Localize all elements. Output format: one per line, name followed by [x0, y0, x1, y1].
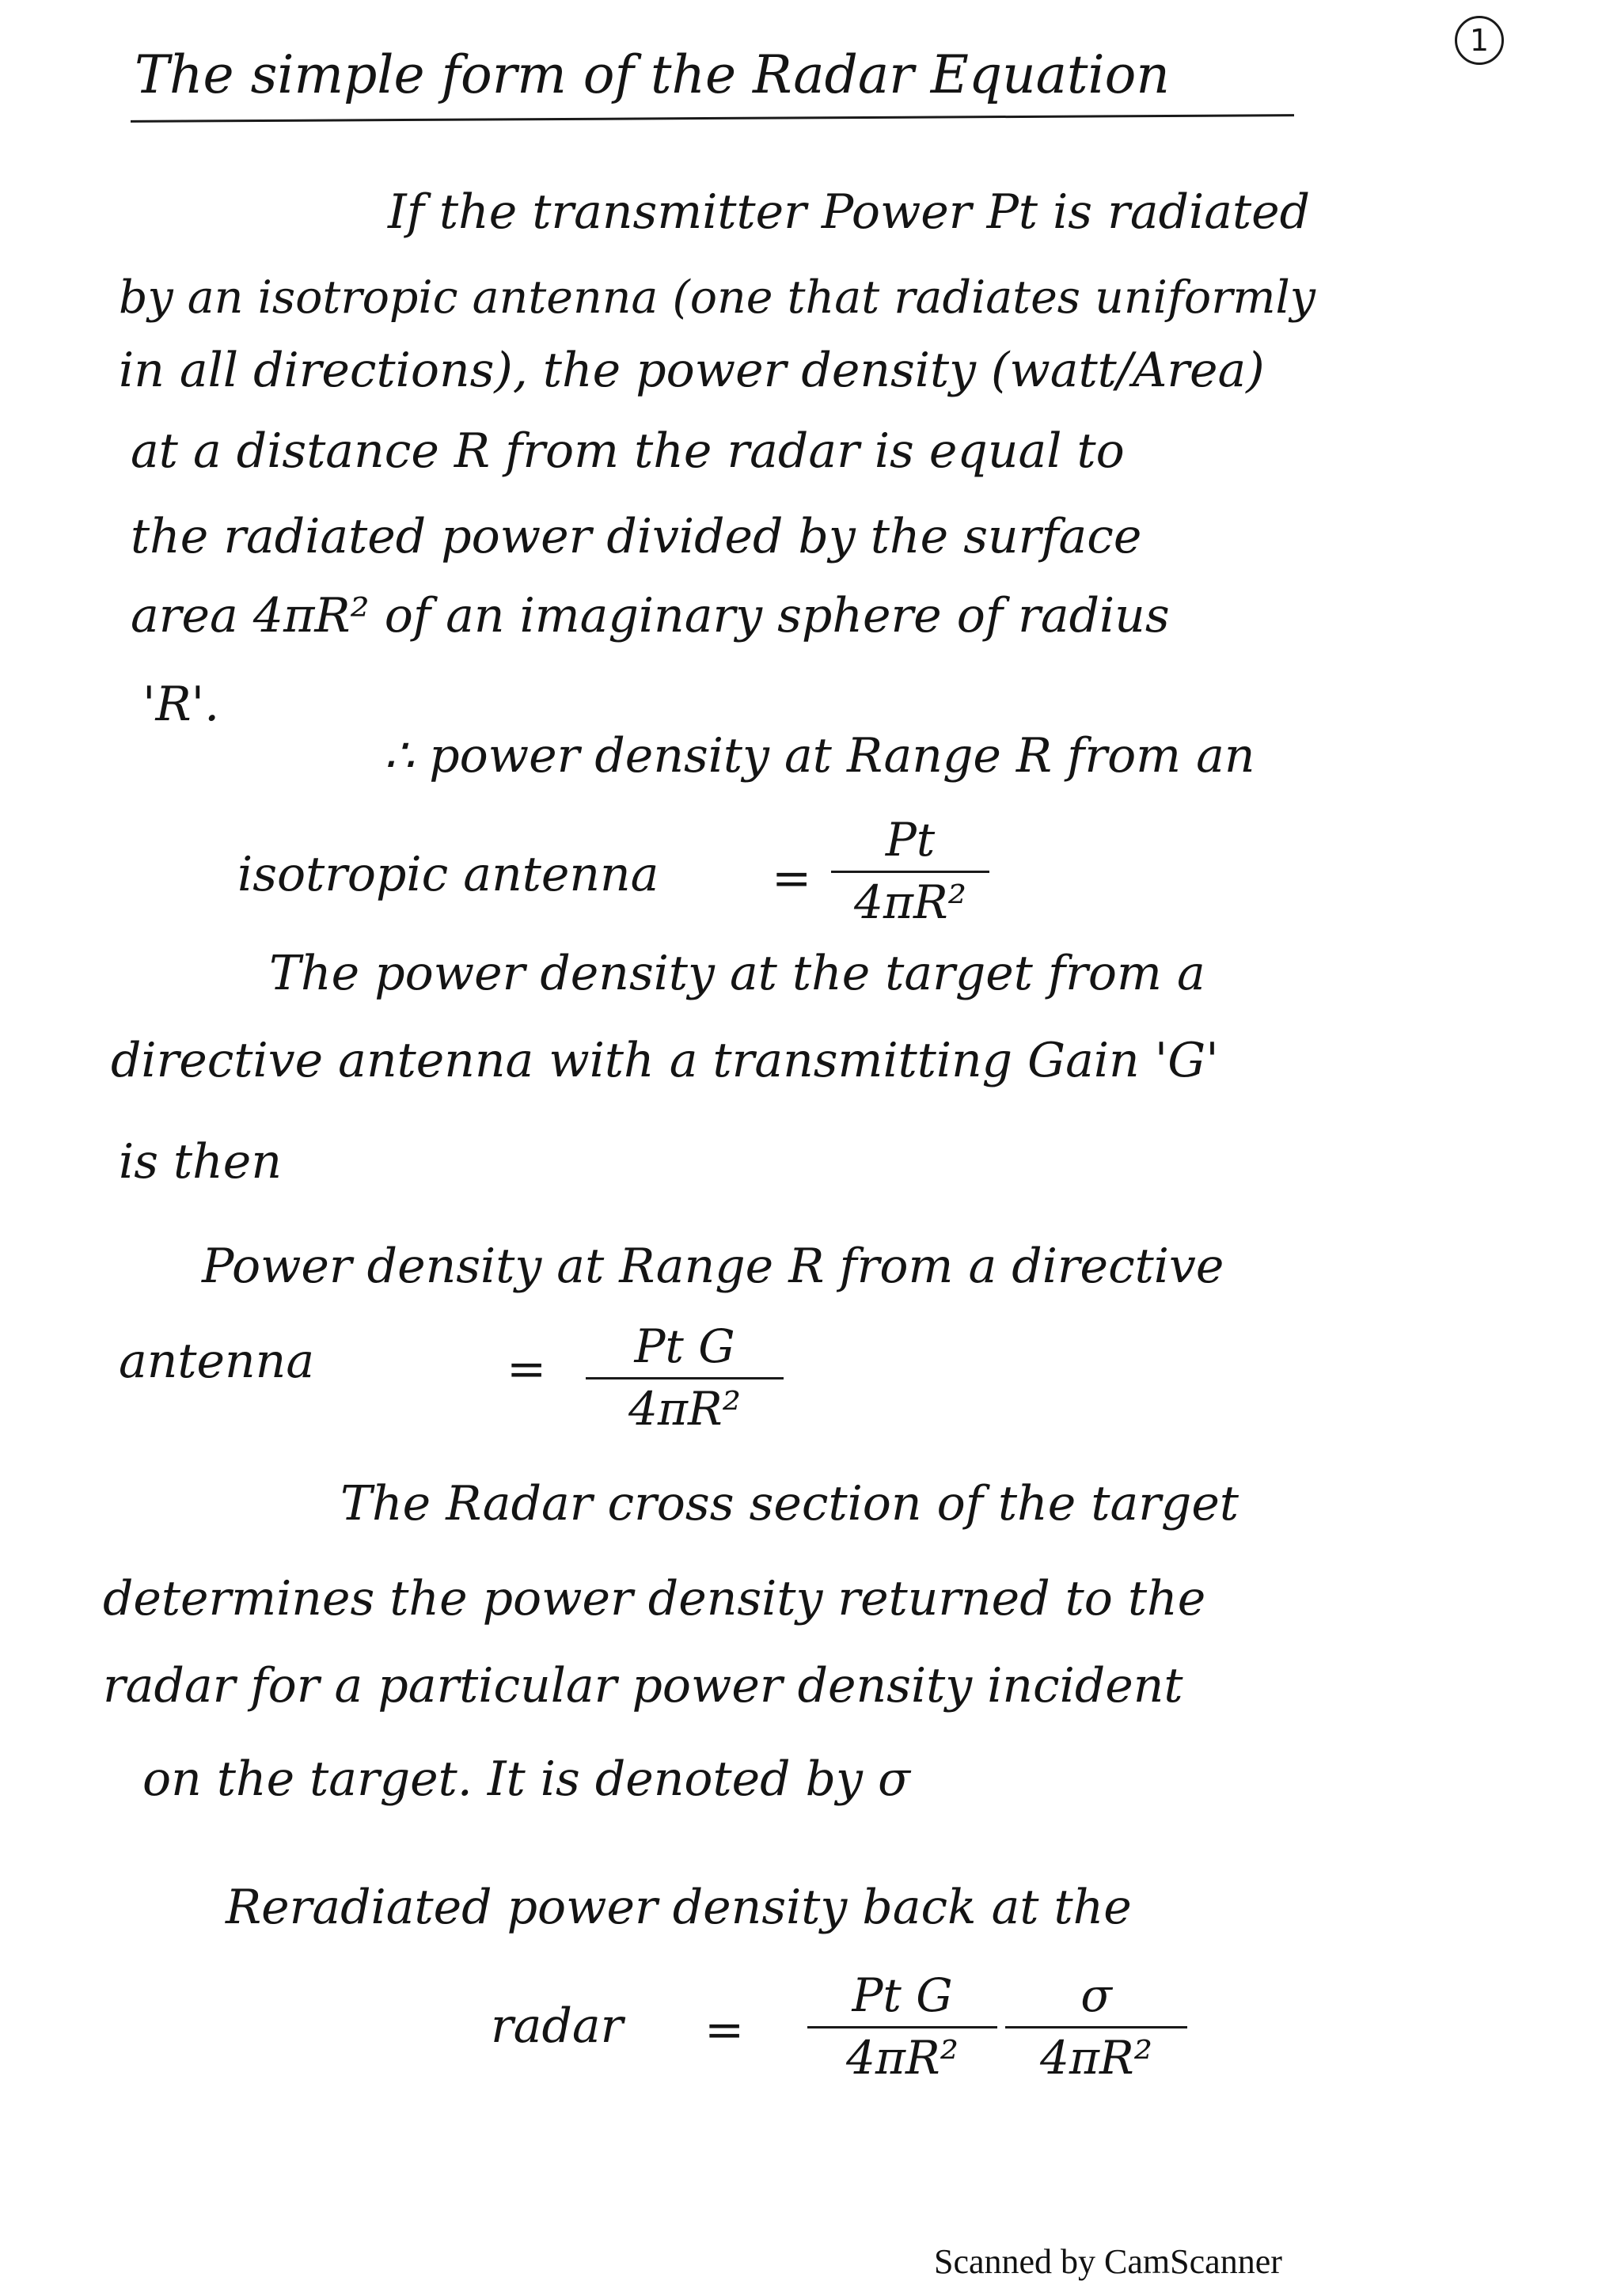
paragraph-3-line-4: on the target. It is denoted by σ: [142, 1751, 910, 1807]
paragraph-3-line-1: The Radar cross section of the target: [340, 1476, 1239, 1531]
eq3-numerator-1: Pt G: [852, 1968, 953, 2022]
eq3-fraction-1: [807, 1968, 997, 2085]
scanner-watermark: Scanned by CamScanner: [934, 2242, 1282, 2281]
eq3-equals: =: [704, 2002, 745, 2058]
paragraph-1-line-2: by an isotropic antenna (one that radiates uniformly: [119, 271, 1315, 324]
title-underline: [131, 114, 1294, 123]
paragraph-3-line-2: determines the power density returned to the: [103, 1571, 1206, 1626]
paragraph-1-line-3: in all directions), the power density (watt/Area): [119, 343, 1265, 398]
eq1-fraction-bar: [831, 871, 989, 873]
paragraph-1-line-5: the radiated power divided by the surface: [131, 509, 1142, 564]
paragraph-1-line-6: area 4πR² of an imaginary sphere of radius: [131, 588, 1170, 643]
paragraph-1-line-7: 'R'.: [142, 677, 220, 732]
eq2-fraction: [586, 1319, 784, 1436]
eq2-fraction-bar: [586, 1377, 784, 1379]
paragraph-1-line-4: at a distance R from the radar is equal to: [131, 423, 1125, 479]
eq3-label-line-1: Reradiated power density back at the: [226, 1880, 1132, 1935]
eq3-numerator-2: σ: [1080, 1968, 1112, 2022]
eq3-label-line-2: radar: [491, 1998, 624, 2054]
eq2-label-line-1: Power density at Range R from a directive: [202, 1239, 1224, 1294]
eq1-denominator: 4πR²: [854, 875, 966, 929]
eq2-numerator: Pt G: [634, 1319, 735, 1373]
paragraph-3-line-3: radar for a particular power density incident: [103, 1658, 1183, 1713]
page-number: 1: [1455, 16, 1504, 65]
eq3-denominator-1: 4πR²: [846, 2030, 959, 2085]
paragraph-2-line-3: is then: [119, 1134, 282, 1190]
eq1-label-line-1: ∴ power density at Range R from an: [384, 728, 1255, 784]
eq2-denominator: 4πR²: [628, 1381, 741, 1436]
eq1-equals: =: [772, 851, 812, 906]
eq3-fraction-2: [1005, 1968, 1187, 2085]
eq1-fraction: [831, 815, 989, 928]
eq3-fraction-bar-1: [807, 2026, 997, 2028]
eq2-label-line-2: antenna: [119, 1334, 315, 1389]
paragraph-1-line-1: If the transmitter Power Pt is radiated: [388, 184, 1311, 240]
eq1-label-line-2: isotropic antenna: [237, 847, 659, 902]
eq2-equals: =: [507, 1342, 547, 1397]
paragraph-2-line-1: The power density at the target from a: [269, 946, 1205, 1001]
paragraph-2-line-2: directive antenna with a transmitting Gain 'G': [111, 1033, 1219, 1088]
eq3-fraction-bar-2: [1005, 2026, 1187, 2028]
eq3-denominator-2: 4πR²: [1040, 2030, 1152, 2085]
page-title: The simple form of the Radar Equation: [135, 44, 1170, 105]
eq1-numerator: Pt: [885, 813, 936, 867]
